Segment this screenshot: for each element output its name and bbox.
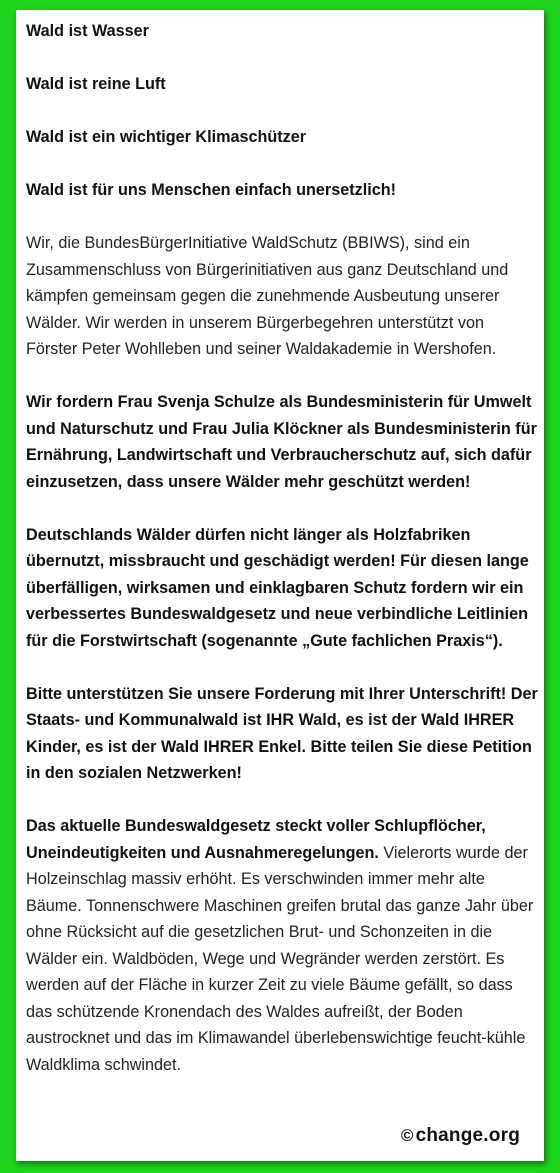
heading-unersetzlich: Wald ist für uns Menschen einfach unersetzlich! [26,181,396,199]
forests-paragraph: Deutschlands Wälder dürfen nicht länger als Holzfabriken übernutzt, missbraucht und geschädigt werden! Für diesen lange überfälligen, wirksamen und einklagbaren Schutz fordern wir ein verbessertes Bundeswaldgesetz und neue verbindliche Leitlinien für die Forstwirtschaft (sogenannte „Gute fachlichen Praxis“). [26,525,529,650]
document-page [16,10,544,1161]
support-paragraph: Bitte unterstützen Sie unsere Forderung mit Ihrer Unterschrift! Der Staats- und Kommunalwald ist IHR Wald, es ist der Wald IHRER Kinder, es ist der Wald IHRER Enkel. Bitte teilen Sie diese Petition in den sozialen Netzwerken! [26,684,538,782]
law-rest-text: Vielerorts wurde der Holzeinschlag massiv erhöht. Es verschwinden immer mehr alte Bäume. Tonnenschwere Maschinen greifen brutal das ganze Jahr über ohne Rücksicht auf die gesetzlichen Brut- und Schonzeiten in die Wälder ein. Waldböden, Wege und Wegränder werden zerstört. Es werden auf der Fläche in kurzer Zeit zu viele Bäume gefällt, so dass das schützende Kronendach des Waldes aufreißt, der Boden austrocknet und das im Klimawandel überlebenswichtige feucht-kühle Waldklima schwindet. [26,843,534,1074]
heading-wasser: Wald ist Wasser [26,22,149,40]
heading-luft: Wald ist reine Luft [26,75,166,93]
petition-text [26,18,538,1105]
watermark-text: change.org [415,1125,520,1146]
heading-klimaschuetzer: Wald ist ein wichtiger Klimaschützer [26,128,307,146]
law-paragraph [26,813,538,1078]
intro-paragraph: Wir, die BundesBürgerInitiative WaldSchutz (BBIWS), sind ein Zusammenschluss von Bürgerinitiativen aus ganz Deutschland und kämpfen gemeinsam gegen die zunehmende Ausbeutung unserer Wälder. Wir werden in unserem Bürgerbegehren unterstützt von Förster Peter Wohlleben und seiner Waldakademie in Wershofen. [26,234,509,358]
copyright-icon: © [400,1126,414,1145]
demand-paragraph: Wir fordern Frau Svenja Schulze als Bundesministerin für Umwelt und Naturschutz und Frau Julia Klöckner als Bundesministerin für Ernährung, Landwirtschaft und Verbraucherschutz auf, sich dafür einzusetzen, dass unsere Wälder mehr geschützt werden! [26,393,537,491]
law-bold-text: Das aktuelle Bundeswaldgesetz steckt voller Schlupflöcher, Uneindeutigkeiten und Ausnahmeregelungen. [26,817,486,862]
change-org-watermark [399,1125,522,1147]
